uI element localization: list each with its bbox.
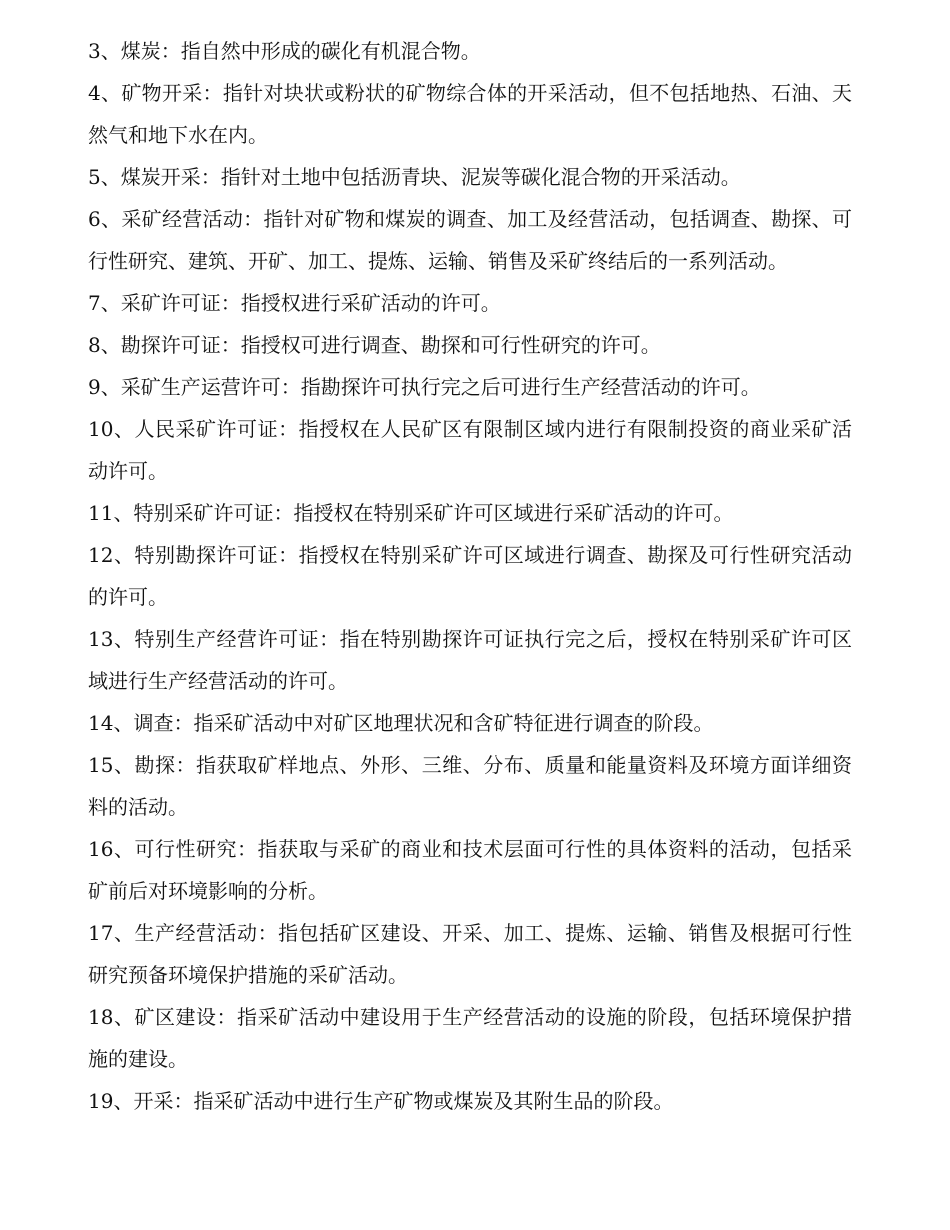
definition-paragraph-19: 19、开采：指采矿活动中进行生产矿物或煤炭及其附生品的阶段。 — [88, 1089, 674, 1113]
definition-paragraph-15: 15、勘探：指获取矿样地点、外形、三维、分布、质量和能量资料及环境方面详细资料的活动。 — [88, 753, 852, 819]
definition-paragraph-12: 12、特别勘探许可证：指授权在特别采矿许可区域进行调查、勘探及可行性研究活动的许可。 — [88, 543, 852, 609]
definition-paragraph-18: 18、矿区建设：指采矿活动中建设用于生产经营活动的设施的阶段，包括环境保护措施的建设。 — [88, 1005, 852, 1071]
definition-paragraph-17: 17、生产经营活动：指包括矿区建设、开采、加工、提炼、运输、销售及根据可行性研究预备环境保护措施的采矿活动。 — [88, 921, 852, 987]
definition-paragraph-11: 11、特别采矿许可证：指授权在特别采矿许可区域进行采矿活动的许可。 — [88, 501, 734, 525]
definition-paragraph-13: 13、特别生产经营许可证：指在特别勘探许可证执行完之后，授权在特别采矿许可区域进行生产经营活动的许可。 — [88, 627, 852, 693]
definition-paragraph-10: 10、人民采矿许可证：指授权在人民矿区有限制区域内进行有限制投资的商业采矿活动许可。 — [88, 417, 852, 483]
definition-paragraph-4: 4、矿物开采：指针对块状或粉状的矿物综合体的开采活动，但不包括地热、石油、天然气和地下水在内。 — [88, 81, 852, 147]
document-page — [88, 30, 852, 1122]
definition-paragraph-16: 16、可行性研究：指获取与采矿的商业和技术层面可行性的具体资料的活动，包括采矿前后对环境影响的分析。 — [88, 837, 852, 903]
definition-paragraph-8: 8、勘探许可证：指授权可进行调查、勘探和可行性研究的许可。 — [88, 333, 661, 357]
definition-paragraph-6: 6、采矿经营活动：指针对矿物和煤炭的调查、加工及经营活动，包括调查、勘探、可行性研究、建筑、开矿、加工、提炼、运输、销售及采矿终结后的一系列活动。 — [88, 207, 852, 273]
definition-paragraph-7: 7、采矿许可证：指授权进行采矿活动的许可。 — [88, 291, 501, 315]
definition-paragraph-3: 3、煤炭：指自然中形成的碳化有机混合物。 — [88, 39, 481, 63]
definition-paragraph-5: 5、煤炭开采：指针对土地中包括沥青块、泥炭等碳化混合物的开采活动。 — [88, 165, 741, 189]
definition-paragraph-14: 14、调查：指采矿活动中对矿区地理状况和含矿特征进行调查的阶段。 — [88, 711, 714, 735]
definition-paragraph-9: 9、采矿生产运营许可：指勘探许可执行完之后可进行生产经营活动的许可。 — [88, 375, 761, 399]
